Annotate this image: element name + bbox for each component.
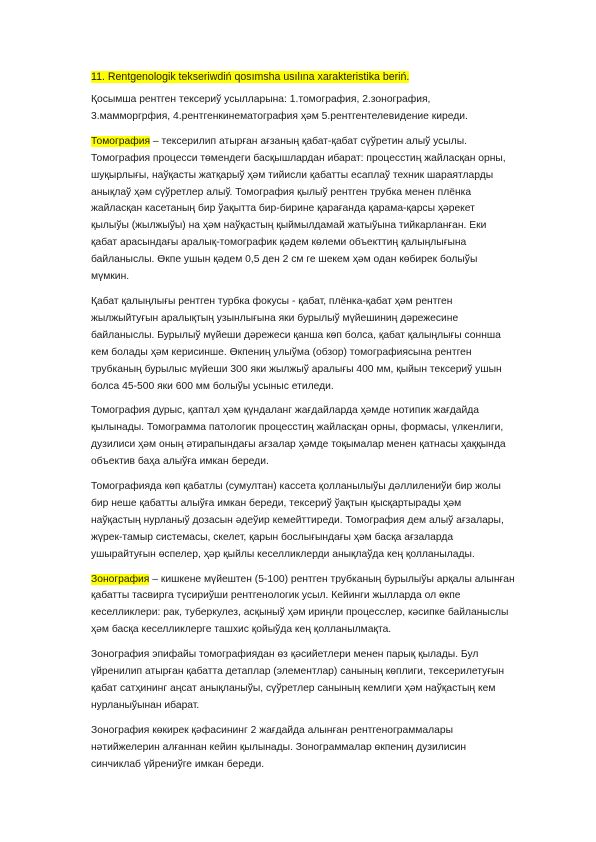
text-line: синчиклаб үйрениўге имкан береди.	[91, 758, 265, 770]
text-line: нәтийжелерин алғаннан кейин қылынады. Зонограммалар өкпениң дузилисин	[91, 741, 467, 753]
text-line: байланыслы. Өкпе ушын қәдем 0,5 ден 2 см ге шекем ҳәм одан көбирек болыўы	[91, 254, 478, 266]
zonography-def: – кишкене мүйештен (5-100) рентген трубканың бурылыўы арқалы алынған	[149, 573, 515, 585]
text-line: ҳәм басқа кеселликлерге ташхис қойыўда кең қолланылмақта.	[91, 624, 392, 636]
text-line: объектив баҳа алыўға имкан береди.	[91, 456, 269, 468]
heading-highlight: 11. Rentgenologik tekseriwdiń qosımsha usılına xarakteristika beriń.	[91, 71, 410, 83]
text-line: бир неше қабатты алыўға имкан береди, тексериў ўақтын қысқартырады ҳәм	[91, 497, 462, 509]
text-line: қабат сатҳининг аңсат анықланыўы, сүўретлер санының кемлиги ҳәм наўқастың кем	[91, 683, 496, 694]
text-line: қылынады. Томограмма патологик процесстиң жайласқан орны, формасы, үлкенлиги,	[91, 422, 504, 434]
text-line: ушырайтуғын өспелер, ҳәр қыйлы кеселликлерди анықлаўда кең қолланылады.	[91, 548, 475, 560]
text-line: Томография процесси төмендеги басқышлардан ибарат: процесстиң жайласқан орны,	[91, 152, 506, 164]
chest-paragraph	[91, 723, 516, 774]
tomography-term: Томография	[91, 135, 151, 147]
text-line: Томографияда көп қабатлы (сумултан) кассета қолланылыўы дәллилениўи бир жолы	[91, 481, 501, 493]
text-line: қабатты тасвирга түсириўши рентгенологик усыл. Кейинги жылларда ол өкпе	[91, 590, 461, 602]
text-line: кем болады ҳәм керисинше. Өкпениң улыўма (обзор) томографиясына рентген	[91, 346, 472, 358]
text-line	[91, 134, 516, 151]
text-line: Қабат қалыңлығы рентген турбка фокусы - қабат, плёнка-қабат ҳәм рентген	[91, 295, 453, 307]
text-line: трубканың бурылыс мүйеши 300 яки жылжыў аралығы 400 мм, қыйын тексериў ушын	[91, 363, 502, 375]
text-line: мүмкин.	[91, 271, 130, 283]
text-line: жылжыйтуғын аралықтың узынлығына яки бурылыў мүйешиниң дәрежесине	[91, 312, 459, 324]
text-line: қабат арасындағы аралық-томографик қәдем көлеми объекттиң қалыңлығына	[91, 237, 467, 249]
text-line: үйренилип атырған қабатта детаплар (элементлар) санының көплиги, тексерилетуғын	[91, 666, 505, 678]
text-line: шуқырлығы, наўқасты жатқарыў ҳәм тийисли қабатты есаплаў техник шараятларды	[91, 169, 494, 181]
text-line: дузилиси ҳәм оның әтирапындағы ағзалар ҳәмде тоқымалар менен қатнасы ҳаққында	[91, 439, 506, 451]
text-line: қылыўы (жылжыўы) на ҳәм наўқастың қыймылдамай жатыўына тийкарланған. Еки	[91, 220, 487, 232]
text-line: кеселликлери: рак, туберкулез, асқыныў ҳәм ириңли процесслер, кәсипке байланыслы	[91, 607, 509, 619]
text-line: жүрек-тамыр системасы, скелет, қарын бослығындағы ҳәм басқа ағзаларда	[91, 531, 454, 543]
tomography-paragraph	[91, 134, 516, 286]
text-line: жайласқан касетаның бир ўақытта бир-бирине қарағанда қарама-қарсы ҳәрекет	[91, 203, 475, 215]
zonography-term: Зонография	[91, 573, 150, 585]
multilayer-paragraph	[91, 479, 516, 564]
text-line: 3.мамморгрфия, 4.рентгенкинематография ҳәм 5.рентгентелевидение киреди.	[91, 110, 468, 122]
text-line: Зонография эпифайы томографиядан өз қәсийетлери менен парық қылады. Бул	[91, 649, 479, 661]
epiphany-paragraph	[91, 647, 516, 715]
positions-paragraph	[91, 403, 516, 471]
text-line: Томография дурыс, қаптал ҳәм қүндаланг жағдайларда ҳәмде нотипик жағдайда	[91, 405, 480, 417]
text-line: Зонография көкирек қәфасининг 2 жағдайда алынған рентгенограммалары	[91, 724, 453, 736]
intro-paragraph	[91, 92, 516, 126]
text-line	[91, 572, 516, 589]
thickness-paragraph	[91, 294, 516, 395]
text-line: байланыслы. Бурылыў мүйеши дәрежеси қанша көп болса, қабат қалыңлығы соннша	[91, 329, 501, 341]
zonography-paragraph	[91, 572, 516, 640]
text-line: болса 45-500 яки 600 мм болыўы усыныс етиледи.	[91, 380, 334, 392]
text-line: анықлаў ҳәм сүўретлер алыў. Томография қылыў рентген трубка менен плёнка	[91, 186, 472, 198]
tomography-def: – тексерилип атырған ағзаның қабат-қабат сүўретин алыў усылы.	[150, 135, 467, 147]
section-heading	[91, 70, 516, 84]
text-line: нурланыўынан ибарат.	[91, 699, 200, 711]
text-line: Қосымша рентген тексериў усылларына: 1.томография, 2.зонография,	[91, 94, 431, 105]
text-line: наўқастың нурланыў дозасын әдеўир кемейттиреди. Томография дем алыў ағзалары,	[91, 514, 504, 526]
